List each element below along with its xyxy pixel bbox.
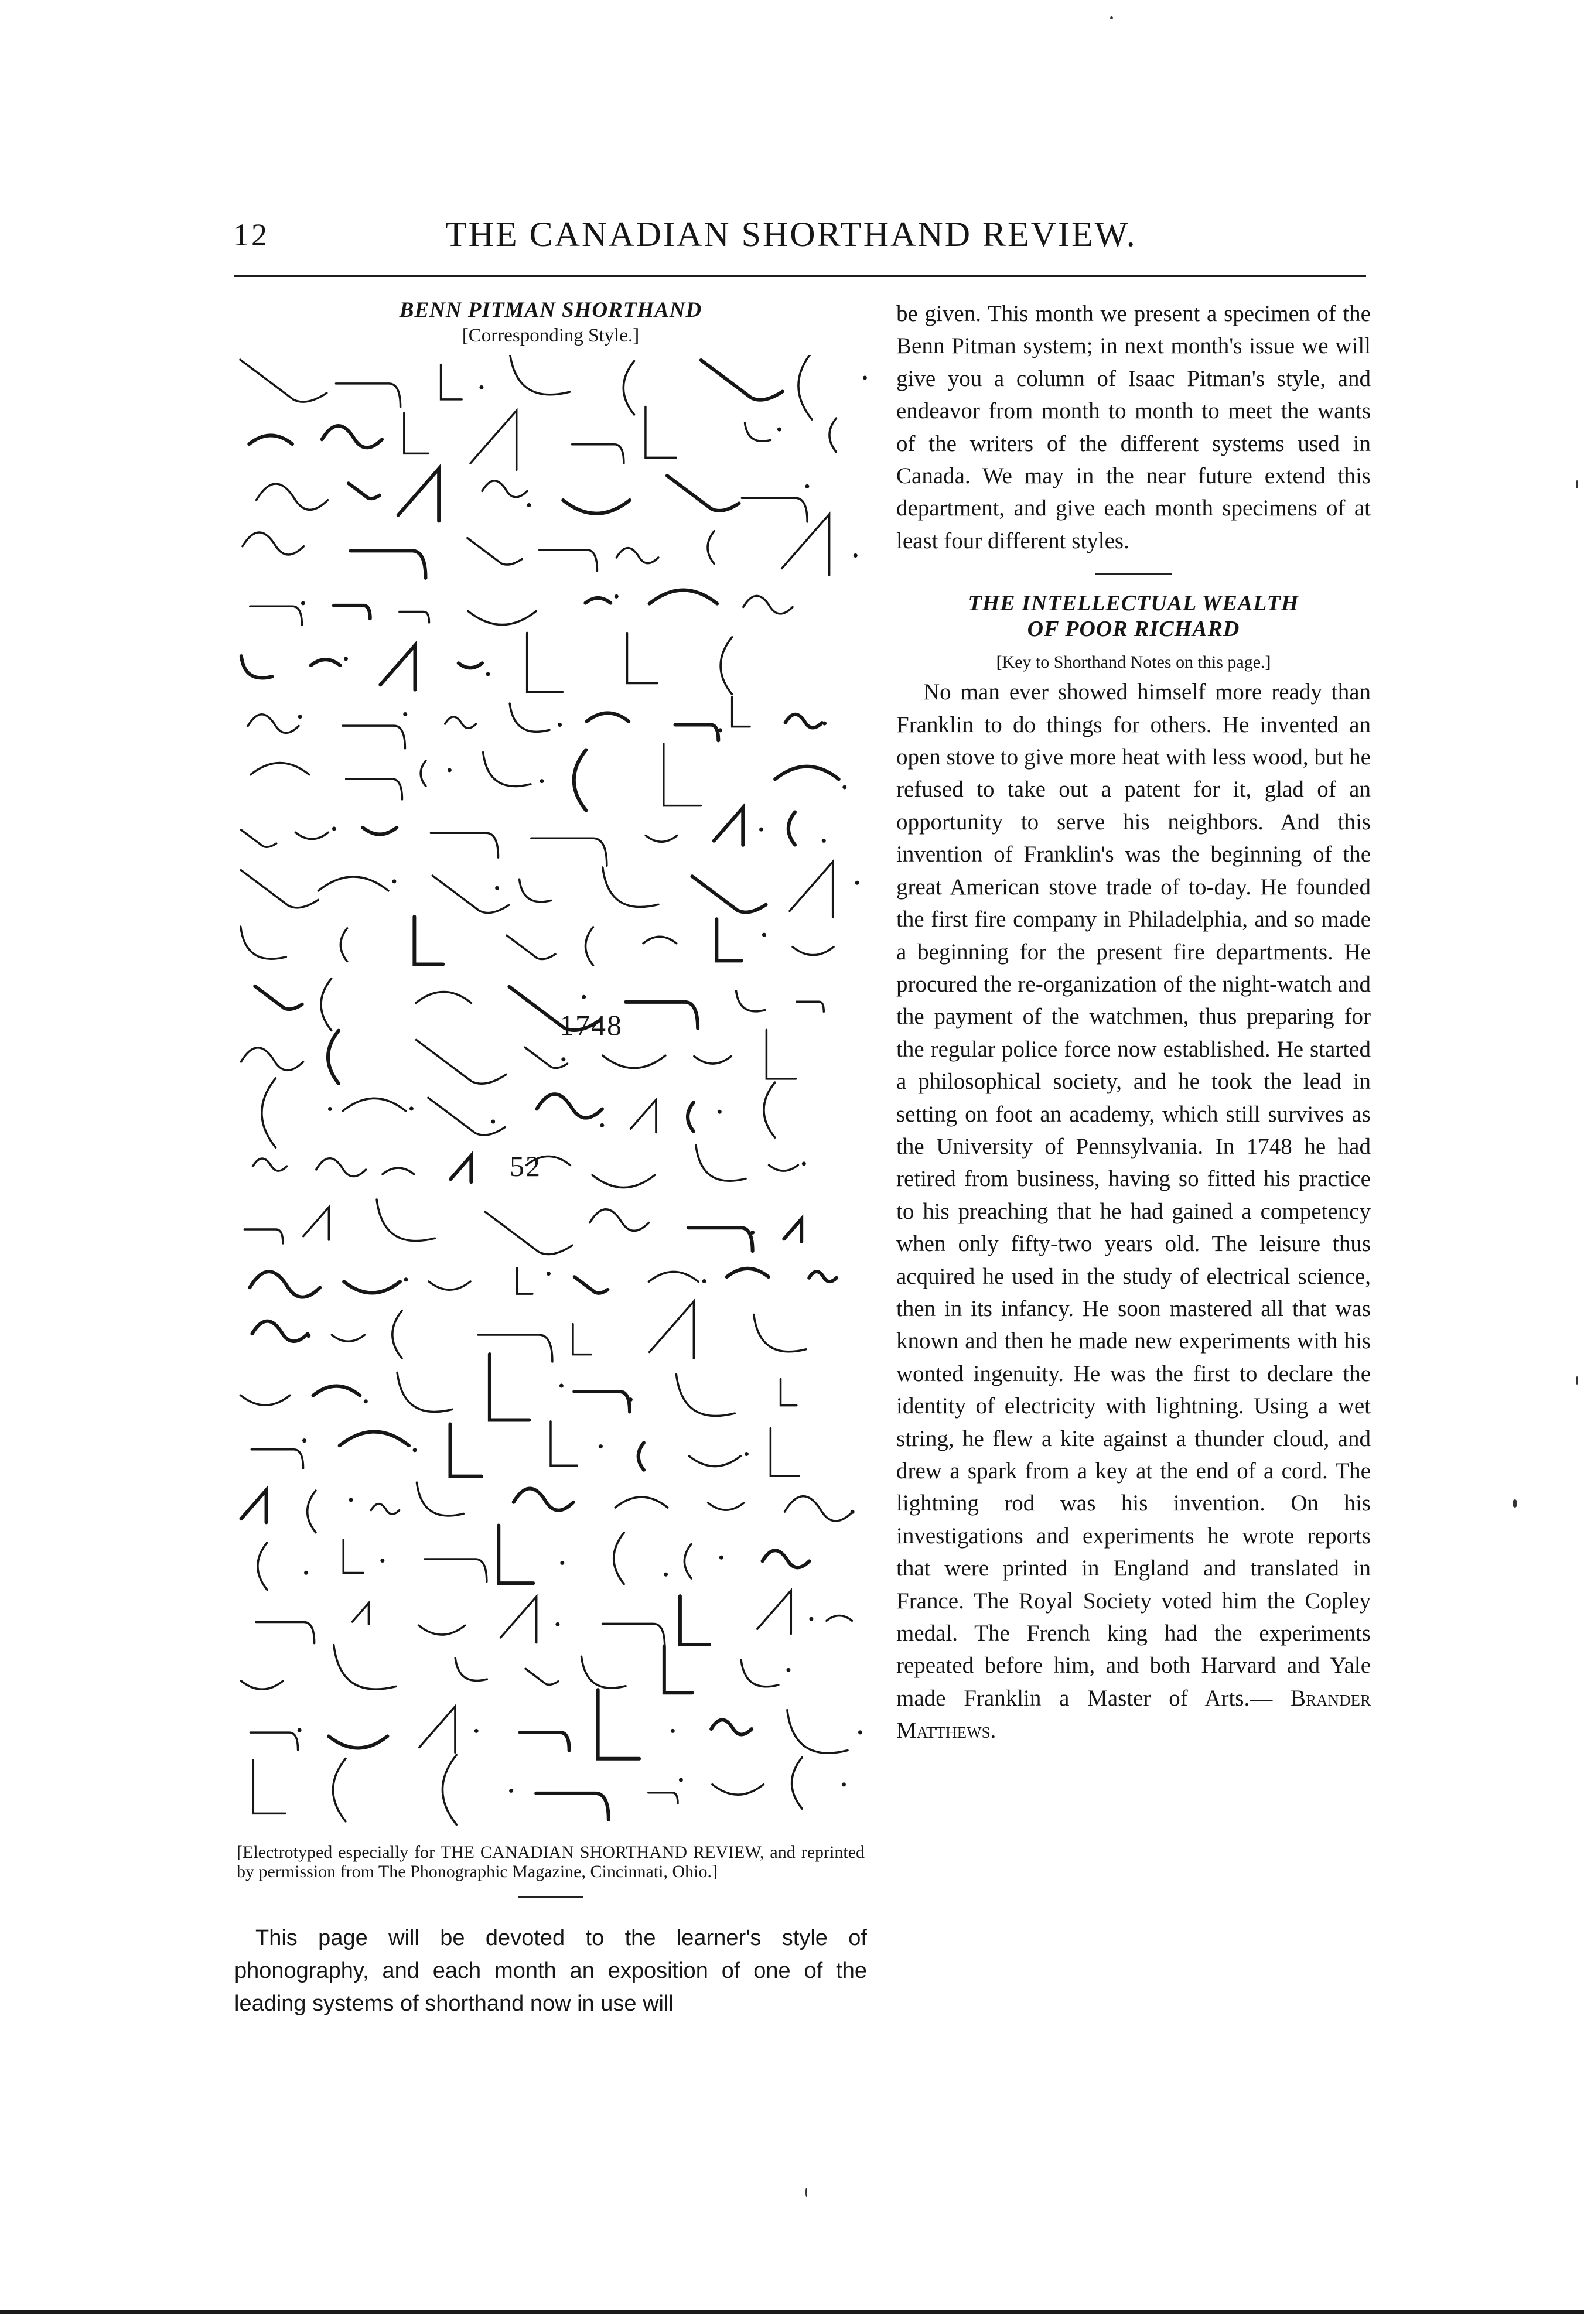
- shorthand-stroke: [787, 1710, 848, 1753]
- article-rule: [1095, 573, 1172, 575]
- shorthand-stroke: [692, 876, 766, 912]
- shorthand-dot: [855, 881, 859, 885]
- shorthand-dot: [718, 1110, 722, 1114]
- shorthand-stroke: [614, 1533, 624, 1584]
- shorthand-stroke: [639, 1443, 644, 1469]
- shorthand-dot: [486, 672, 490, 676]
- paper-speck: [805, 2188, 807, 2197]
- shorthand-stroke: [340, 928, 347, 962]
- shorthand-stroke: [563, 500, 630, 514]
- left-column: [234, 293, 867, 2020]
- shorthand-stroke: [441, 365, 462, 399]
- article-title: [896, 590, 1371, 642]
- shorthand-dot: [600, 1123, 604, 1127]
- shorthand-stroke: [782, 514, 829, 575]
- shorthand-stroke: [482, 481, 527, 497]
- shorthand-dot: [555, 1622, 559, 1626]
- shorthand-dot: [547, 1272, 551, 1276]
- shorthand-dot: [702, 1279, 706, 1283]
- shorthand-dot: [615, 594, 619, 599]
- shorthand-stroke: [585, 598, 610, 603]
- shorthand-stroke: [708, 531, 714, 564]
- shorthand-dot: [842, 1782, 846, 1786]
- shorthand-stroke: [421, 761, 426, 787]
- shorthand-stroke: [334, 1645, 396, 1690]
- shorthand-stroke: [295, 832, 328, 839]
- shorthand-stroke: [241, 1490, 267, 1522]
- shorthand-dot: [349, 1498, 353, 1502]
- shorthand-stroke: [797, 1002, 824, 1011]
- shorthand-stroke: [525, 1047, 568, 1068]
- shorthand-stroke: [664, 744, 701, 806]
- shorthand-stroke: [240, 360, 327, 402]
- shorthand-dot: [802, 1161, 806, 1166]
- shorthand-dot: [474, 1729, 479, 1733]
- shorthand-stroke: [626, 1002, 698, 1028]
- shorthand-stroke: [630, 1100, 656, 1133]
- shorthand-dot: [679, 1778, 683, 1782]
- article-key-note: [Key to Shorthand Notes on this page.]: [996, 652, 1271, 672]
- shorthand-dot: [599, 1444, 603, 1448]
- shorthand-stroke: [241, 830, 276, 847]
- shorthand-number-52: 52: [510, 1150, 541, 1182]
- shorthand-stroke: [790, 862, 833, 917]
- shorthand-dot: [306, 1334, 310, 1338]
- shorthand-dot: [750, 1231, 755, 1235]
- shorthand-stroke: [603, 867, 658, 907]
- shorthand-dot: [479, 385, 483, 389]
- shorthand-stroke: [712, 1785, 764, 1795]
- shorthand-stroke: [646, 836, 677, 842]
- shorthand-stroke: [397, 1373, 452, 1412]
- shorthand-stroke: [334, 606, 370, 618]
- article-title-line-2: OF POOR RICHARD: [1027, 617, 1240, 642]
- shorthand-stroke: [417, 1040, 507, 1084]
- page-bottom-rule: [0, 2310, 1584, 2314]
- shorthand-dot: [745, 1452, 749, 1456]
- shorthand-dot: [671, 1729, 675, 1733]
- shorthand-dot: [858, 1730, 862, 1734]
- shorthand-dot: [863, 375, 867, 380]
- shorthand-stroke: [615, 1497, 668, 1508]
- department-continuation: be given. This month we present a specimen of the Benn Pitman system; in next month's issue we will give you a column of Isaac Pitman's style, and endeavor from month to month to meet the wants of the writers of the different systems used in Canada. We may in the near future extend this department, and give each month specimens of at least four different styles.: [896, 301, 1371, 553]
- shorthand-stroke: [485, 1212, 572, 1255]
- shorthand-dot: [762, 933, 766, 937]
- shorthand-dot: [491, 1120, 495, 1124]
- shorthand-stroke: [827, 1616, 852, 1621]
- shorthand-stroke: [419, 1707, 455, 1753]
- shorthand-stroke: [428, 1098, 505, 1135]
- shorthand-stroke: [343, 726, 405, 749]
- shorthand-dot: [298, 715, 302, 719]
- shorthand-stroke: [696, 1146, 746, 1181]
- shorthand-outlines: [234, 355, 867, 1843]
- shorthand-stroke: [793, 947, 834, 955]
- shorthand-stroke: [468, 611, 537, 624]
- shorthand-stroke: [742, 498, 807, 522]
- shorthand-stroke: [249, 435, 292, 444]
- shorthand-stroke: [525, 1669, 558, 1684]
- shorthand-stroke: [650, 590, 718, 604]
- shorthand-stroke: [650, 1301, 694, 1358]
- shorthand-stroke: [581, 1656, 626, 1688]
- shorthand-dot: [298, 1728, 302, 1732]
- shorthand-section-title: BENN PITMAN SHORTHAND: [399, 298, 702, 322]
- shorthand-stroke: [404, 413, 428, 453]
- shorthand-stroke: [646, 406, 676, 457]
- shorthand-stroke: [351, 551, 426, 578]
- section-rule: [518, 1896, 583, 1898]
- shorthand-stroke: [501, 1597, 537, 1643]
- shorthand-stroke: [251, 763, 309, 775]
- article-body-text: No man ever showed himself more ready than Franklin to do things for others. He invented an open stove to give more heat with less wood, but he refused to take out a patent for it, glad of an opportunity to serve his neighbors. And this invention of Franklin's was the beginning of the great American stove trade of to-day. He founded the first fire company in Philadelphia, and so made a beginning for the present fire departments. He procured the re-organization of the night-watch and the payment of the watchmen, thus preparing for the regular police force now established. He started a philosophical society, and he took the lead in setting on foot an academy, which still survives as the University of Pennsylvania. In 1748 he had retired from business, having so fitted his practice to his preaching that he had gained a competency when only fifty-two years old. The leisure thus acquired he used in the study of electrical science, then in its infancy. He soon mastered all that was known and then he made new experiments with his wonted ingenuity. He was the first to declare the identity of electricity with lightning. Using a wet string, he flew a kite against a thunder cloud, and drew a spark from a key at the end of a cord. The lightning rod was his invention. On his investigations and experiments he wrote reports that were printed in England and translated in France. The Royal Society voted him the Copley medal. The French king had the experiments repeated before him, and both Harvard and Yale made Franklin a Master of Arts.—: [896, 679, 1371, 1711]
- article-attribution: Brander Matthews.: [896, 1685, 1371, 1744]
- shorthand-stroke: [483, 753, 531, 787]
- publication-title: THE CANADIAN SHORTHAND REVIEW.: [445, 215, 1137, 254]
- shorthand-stroke: [551, 1421, 577, 1465]
- shorthand-dot: [332, 826, 336, 831]
- shorthand-stroke: [770, 1428, 799, 1475]
- article-title-line-1: THE INTELLECTUAL WEALTH: [968, 591, 1299, 616]
- shorthand-stroke: [256, 1622, 314, 1643]
- shorthand-stroke: [688, 1102, 694, 1131]
- shorthand-dot: [559, 1383, 564, 1387]
- shorthand-stroke: [340, 1431, 409, 1445]
- shorthand-stroke: [303, 1207, 329, 1240]
- shorthand-dot: [777, 428, 781, 432]
- shorthand-stroke: [346, 779, 402, 799]
- shorthand-stroke: [450, 1156, 471, 1182]
- shorthand-stroke: [527, 633, 563, 692]
- shorthand-stroke: [414, 917, 443, 964]
- shorthand-stroke: [329, 1736, 387, 1748]
- shorthand-stroke: [333, 1759, 346, 1821]
- shorthand-stroke: [586, 927, 593, 965]
- shorthand-dot: [718, 728, 722, 732]
- shorthand-stroke: [680, 1596, 709, 1645]
- shorthand-stroke: [252, 1321, 308, 1342]
- shorthand-stroke: [250, 1732, 298, 1749]
- shorthand-number-1748: 1748: [559, 1009, 623, 1041]
- shorthand-stroke: [400, 611, 429, 622]
- shorthand-dot: [413, 1448, 417, 1452]
- shorthand-stroke: [648, 1272, 698, 1281]
- shorthand-stroke: [736, 991, 765, 1011]
- shorthand-stroke: [241, 1048, 303, 1071]
- shorthand-stroke: [332, 1335, 364, 1341]
- shorthand-stroke: [241, 870, 318, 908]
- shorthand-stroke: [664, 1646, 692, 1693]
- shorthand-stroke: [417, 1482, 463, 1516]
- shorthand-stroke: [344, 1281, 400, 1293]
- shorthand-stroke: [251, 1450, 303, 1468]
- shorthand-dot: [786, 1668, 790, 1672]
- shorthand-stroke: [241, 927, 286, 959]
- shorthand-stroke: [757, 1591, 791, 1634]
- shorthand-stroke: [788, 812, 795, 845]
- shorthand-dot: [527, 503, 531, 507]
- shorthand-stroke: [253, 1760, 285, 1813]
- shorthand-stroke: [540, 550, 598, 571]
- shorthand-stroke: [455, 1658, 487, 1680]
- shorthand-stroke: [708, 1503, 744, 1510]
- shorthand-stroke: [616, 548, 658, 563]
- shorthand-stroke: [676, 1375, 735, 1416]
- shorthand-stroke: [243, 532, 304, 555]
- shorthand-stroke: [250, 1272, 320, 1297]
- shorthand-stroke: [786, 715, 822, 728]
- shorthand-stroke: [490, 1354, 530, 1420]
- shorthand-stroke: [627, 633, 657, 683]
- shorthand-stroke: [587, 713, 629, 721]
- shorthand-stroke: [727, 1269, 769, 1277]
- shorthand-stroke: [785, 1496, 853, 1521]
- shorthand-stroke: [675, 725, 719, 741]
- shorthand-dot: [328, 1107, 332, 1111]
- shorthand-stroke: [248, 715, 299, 733]
- shorthand-dot: [509, 1789, 513, 1793]
- shorthand-stroke: [573, 1324, 591, 1355]
- shorthand-stroke: [574, 1392, 630, 1412]
- shorthand-stroke: [419, 1625, 465, 1635]
- shorthand-dot: [344, 657, 348, 661]
- shorthand-dot: [558, 723, 562, 727]
- shorthand-stroke: [343, 1098, 405, 1110]
- shorthand-dot: [302, 1438, 306, 1443]
- shorthand-stroke: [574, 750, 586, 810]
- shorthand-stroke: [445, 717, 476, 728]
- shorthand-stroke: [792, 1758, 803, 1809]
- paper-speck: [1513, 1499, 1517, 1508]
- shorthand-stroke: [537, 1094, 602, 1118]
- shorthand-stroke: [575, 1277, 608, 1293]
- shorthand-stroke: [398, 469, 439, 521]
- shorthand-stroke: [416, 992, 472, 1003]
- shorthand-stroke: [766, 1030, 796, 1078]
- shorthand-stroke: [517, 1268, 532, 1294]
- shorthand-dot: [759, 828, 763, 832]
- shorthand-stroke: [536, 1793, 609, 1820]
- shorthand-stroke: [510, 355, 569, 395]
- shorthand-stroke: [716, 919, 742, 961]
- shorthand-dot: [629, 1397, 633, 1402]
- shorthand-dot: [851, 1510, 855, 1514]
- shorthand-stroke: [313, 1386, 360, 1396]
- shorthand-stroke: [316, 1158, 366, 1177]
- shorthand-stroke: [781, 1379, 797, 1405]
- shorthand-stroke: [470, 411, 517, 470]
- shorthand-stroke: [531, 838, 607, 866]
- right-column: [896, 298, 1371, 1747]
- shorthand-stroke: [741, 1660, 779, 1686]
- shorthand-dot: [854, 553, 858, 558]
- shorthand-stroke: [250, 606, 302, 625]
- shorthand-dot: [561, 1057, 565, 1061]
- shorthand-stroke: [257, 484, 328, 510]
- shorthand-stroke: [520, 879, 551, 902]
- shorthand-stroke: [764, 1082, 775, 1137]
- shorthand-stroke: [602, 1624, 664, 1646]
- shorthand-specimen: [234, 355, 867, 1843]
- shorthand-dot: [448, 768, 452, 772]
- shorthand-section-subtitle: [Corresponding Style.]: [462, 325, 640, 346]
- shorthand-stroke: [623, 361, 634, 415]
- shorthand-dot: [304, 1571, 308, 1575]
- shorthand-stroke: [592, 1175, 655, 1187]
- electrotype-credit: [Electrotyped especially for THE CANADIAN SHORTHAND REVIEW, and reprinted by permission from The Phonographic Magazine, Cincinnati, Ohio.]: [237, 1843, 865, 1881]
- shorthand-stroke: [829, 418, 837, 452]
- shorthand-stroke: [711, 1720, 752, 1734]
- shorthand-stroke: [763, 1550, 810, 1567]
- shorthand-dot: [380, 1559, 384, 1563]
- shorthand-stroke: [798, 355, 812, 419]
- shorthand-stroke: [667, 476, 739, 511]
- shorthand-dot: [582, 995, 586, 999]
- shorthand-stroke: [258, 1543, 267, 1590]
- shorthand-stroke: [343, 1540, 363, 1573]
- shorthand-stroke: [349, 483, 380, 498]
- shorthand-stroke: [321, 979, 332, 1031]
- shorthand-stroke: [499, 1525, 533, 1583]
- shorthand-stroke: [694, 1056, 731, 1064]
- paper-speck: [1110, 16, 1113, 19]
- shorthand-stroke: [572, 445, 623, 463]
- shorthand-stroke: [514, 1489, 573, 1510]
- shorthand-dot: [822, 722, 827, 726]
- shorthand-stroke: [450, 1424, 482, 1476]
- shorthand-stroke: [311, 659, 340, 665]
- shorthand-dot: [540, 779, 544, 783]
- shorthand-stroke: [598, 1690, 640, 1759]
- shorthand-stroke: [328, 1031, 339, 1084]
- shorthand-stroke: [241, 1681, 283, 1689]
- shorthand-dot: [842, 785, 846, 789]
- shorthand-dot: [403, 712, 407, 716]
- shorthand-dot: [560, 1561, 564, 1565]
- shorthand-stroke: [714, 808, 743, 845]
- shorthand-stroke: [253, 1158, 287, 1171]
- shorthand-stroke: [754, 1314, 806, 1351]
- shorthand-stroke: [603, 1055, 665, 1068]
- article-body: [896, 676, 1371, 1747]
- shorthand-stroke: [684, 1544, 691, 1578]
- shorthand-stroke: [510, 703, 549, 732]
- shorthand-dot: [404, 1277, 408, 1281]
- shorthand-stroke: [520, 1732, 569, 1750]
- shorthand-stroke: [590, 1209, 649, 1231]
- shorthand-stroke: [701, 360, 783, 400]
- shorthand-stroke: [431, 833, 498, 857]
- shorthand-dot: [409, 1106, 414, 1110]
- shorthand-dot: [364, 1399, 368, 1403]
- shorthand-stroke: [721, 637, 732, 695]
- paper-speck: [1576, 1376, 1578, 1385]
- shorthand-stroke: [262, 1078, 276, 1147]
- paper-speck: [1576, 480, 1578, 488]
- shorthand-dot: [822, 839, 826, 843]
- shorthand-stroke: [241, 656, 272, 678]
- shorthand-stroke: [377, 1199, 435, 1241]
- shorthand-stroke: [244, 1229, 283, 1243]
- shorthand-stroke: [769, 1165, 798, 1171]
- page-number: 12: [233, 217, 269, 252]
- shorthand-stroke: [507, 935, 555, 959]
- shorthand-stroke: [442, 1755, 456, 1824]
- learner-style-paragraph: This page will be devoted to the learner's style of phonography, and each month an exposition of one of the leading systems of shorthand now in use will: [234, 1926, 867, 2016]
- shorthand-stroke: [318, 877, 388, 891]
- shorthand-stroke: [425, 1559, 487, 1581]
- shorthand-stroke: [432, 876, 508, 913]
- shorthand-stroke: [648, 1793, 678, 1803]
- shorthand-stroke: [363, 828, 397, 835]
- shorthand-stroke: [371, 1504, 399, 1515]
- shorthand-dot: [809, 1617, 813, 1621]
- shorthand-stroke: [775, 767, 839, 780]
- shorthand-stroke: [383, 1168, 414, 1174]
- shorthand-dot: [495, 886, 499, 890]
- shorthand-stroke: [743, 596, 793, 614]
- shorthand-dot: [805, 484, 809, 488]
- shorthand-stroke: [352, 1603, 368, 1624]
- shorthand-stroke: [255, 986, 302, 1009]
- shorthand-dot: [301, 601, 305, 605]
- shorthand-stroke: [240, 1395, 290, 1405]
- shorthand-stroke: [429, 1281, 470, 1290]
- shorthand-dot: [719, 1556, 723, 1560]
- shorthand-stroke: [467, 538, 522, 565]
- shorthand-stroke: [380, 645, 415, 690]
- shorthand-stroke: [745, 423, 771, 441]
- shorthand-stroke: [689, 1456, 740, 1467]
- shorthand-stroke: [643, 937, 677, 943]
- shorthand-stroke: [784, 1219, 801, 1241]
- shorthand-stroke: [459, 663, 482, 668]
- shorthand-stroke: [336, 384, 400, 407]
- shorthand-stroke: [809, 1272, 837, 1281]
- shorthand-stroke: [732, 697, 750, 727]
- shorthand-dot: [392, 879, 396, 883]
- shorthand-dot: [664, 1573, 668, 1577]
- shorthand-stroke: [322, 426, 382, 447]
- shorthand-stroke: [308, 1491, 316, 1533]
- header-rule: [234, 275, 1366, 277]
- shorthand-stroke: [392, 1311, 402, 1358]
- shorthand-stroke: [688, 1228, 753, 1251]
